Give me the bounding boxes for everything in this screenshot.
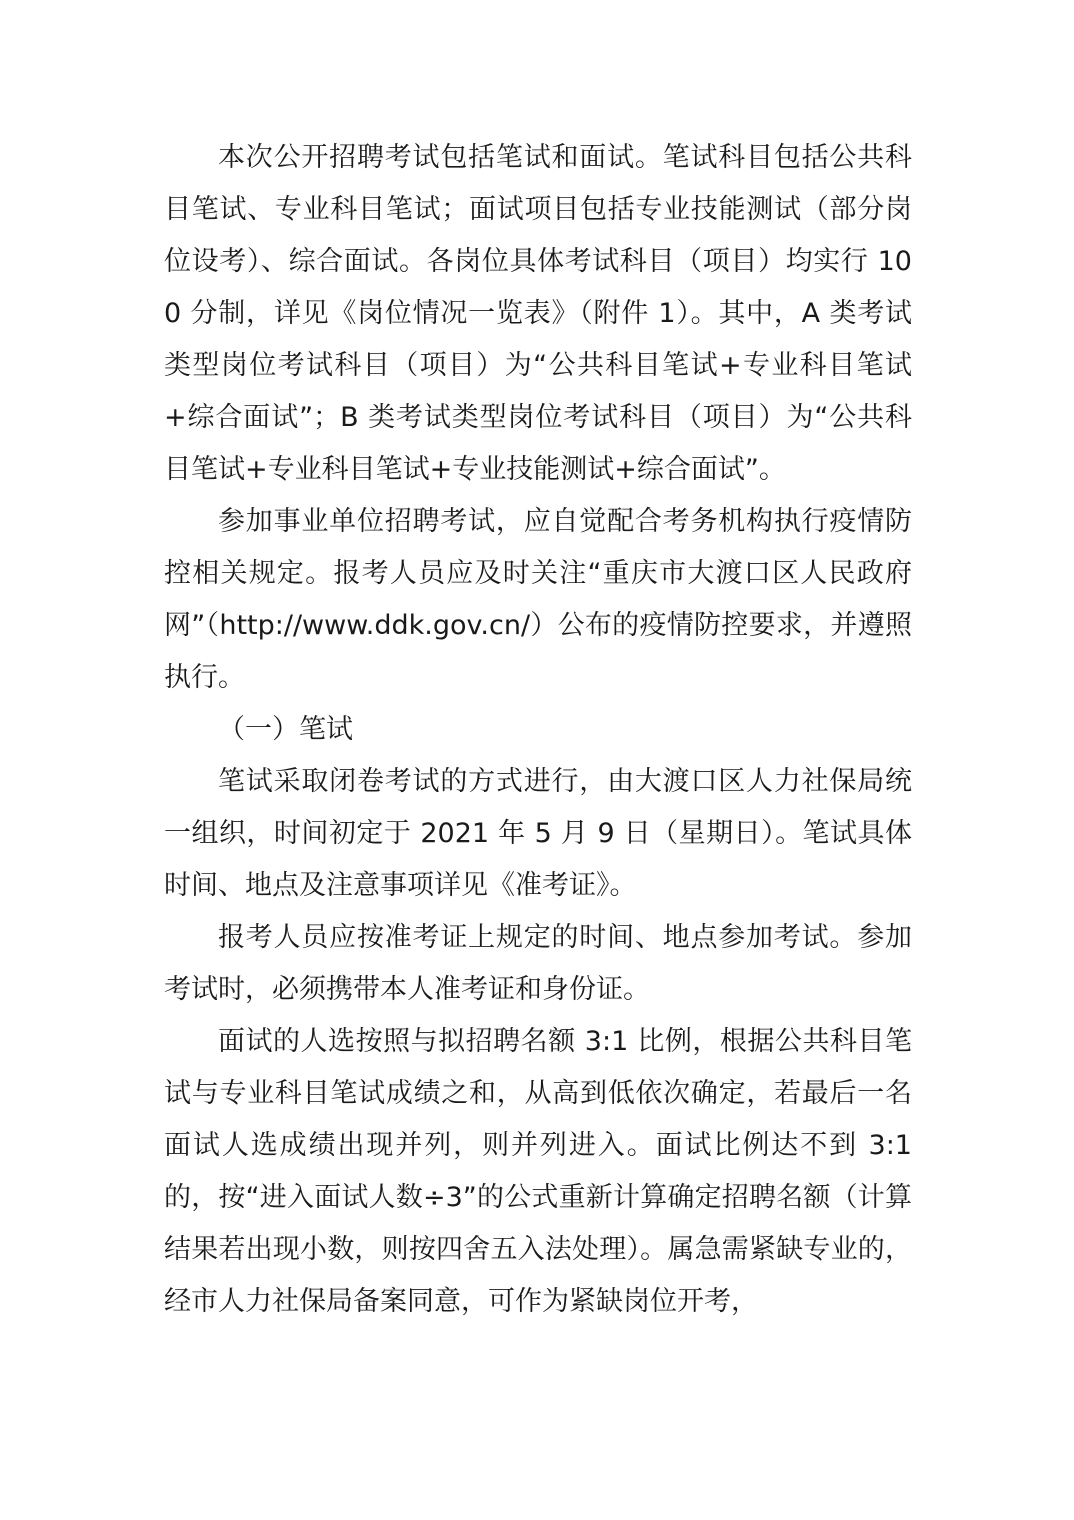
paragraph-written-exam-arrangement: 笔试采取闭卷考试的方式进行，由大渡口区人力社保局统一组织，时间初定于 2021 年 5 月 9 日（星期日）。笔试具体时间、地点及注意事项详见《准考证》。: [164, 766, 912, 901]
paragraph-exam-overview: 本次公开招聘考试包括笔试和面试。笔试科目包括公共科目笔试、专业科目笔试；面试项目包括专业技能测试（部分岗位设考）、综合面试。各岗位具体考试科目（项目）均实行 100 分制，详见《岗位情况一览表》（附件 1）。其中，A 类考试类型岗位考试科目（项目）为“公共科目笔试+专业科目笔试+综合面试”；B 类考试类型岗位考试科目（项目）为“公共科目笔试+专业科目笔试+专业技能测试+综合面试”。: [164, 142, 912, 485]
paragraph-interview-selection: 面试的人选按照与拟招聘名额 3:1 比例，根据公共科目笔试与专业科目笔试成绩之和，从高到低依次确定，若最后一名面试人选成绩出现并列，则并列进入。面试比例达不到 3:1 的，按“进入面试人数÷3”的公式重新计算确定招聘名额（计算结果若出现小数，则按四舍五入法处理）。属急需紧缺专业的，经市人力社保局备案同意，可作为紧缺岗位开考，: [164, 1026, 912, 1317]
document-body: [164, 132, 912, 1328]
section-heading-written-exam: （一）笔试: [218, 714, 353, 745]
paragraph-exam-attendance: 报考人员应按准考证上规定的时间、地点参加考试。参加考试时，必须携带本人准考证和身份证。: [164, 922, 912, 1005]
paragraph-epidemic-control: 参加事业单位招聘考试，应自觉配合考务机构执行疫情防控相关规定。报考人员应及时关注“重庆市大渡口区人民政府网”（http://www.ddk.gov.cn/）公布的疫情防控要求，并遵照执行。: [164, 506, 912, 693]
